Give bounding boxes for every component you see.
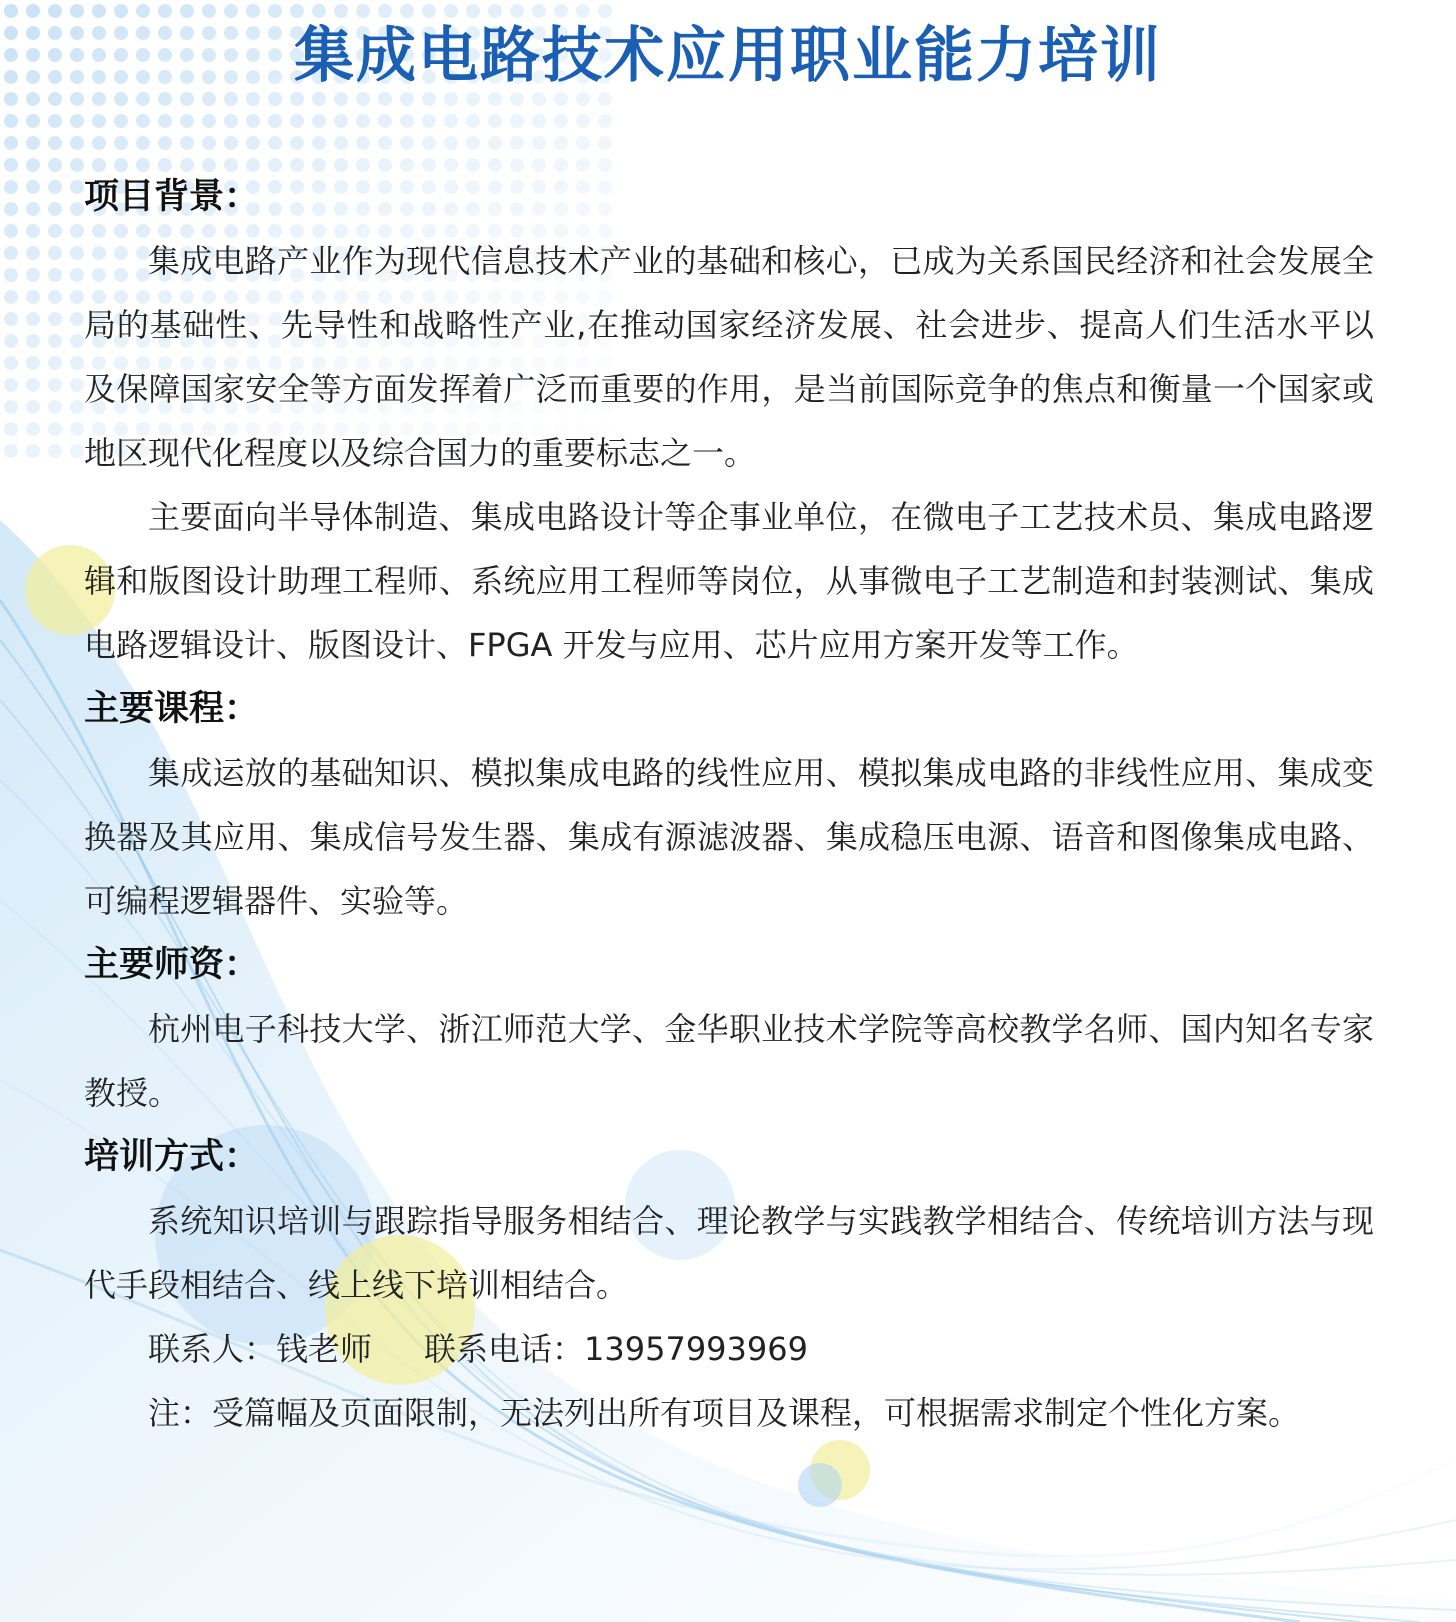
section-heading-method: 培训方式：: [84, 1137, 260, 1177]
contact-phone: 联系电话：13957993969: [424, 1330, 808, 1368]
section-courses: [84, 677, 1374, 933]
contact-person: 联系人：钱老师: [148, 1330, 373, 1368]
content: [84, 165, 1374, 1445]
courses-paragraph: 集成运放的基础知识、模拟集成电路的线性应用、模拟集成电路的非线性应用、集成变换器及其应用、集成信号发生器、集成有源滤波器、集成稳压电源、语音和图像集成电路、可编程逻辑器件、实验等。: [84, 754, 1374, 920]
contact-info: [84, 1317, 1374, 1381]
section-heading-background: 项目背景：: [84, 177, 260, 217]
faculty-paragraph: 杭州电子科技大学、浙江师范大学、金华职业技术学院等高校教学名师、国内知名专家教授。: [84, 1010, 1374, 1112]
section-background: [84, 165, 1374, 677]
page-title: 集成电路技术应用职业能力培训: [294, 21, 1162, 91]
background-paragraph-1: 集成电路产业作为现代信息技术产业的基础和核心，已成为关系国民经济和社会发展全局的基础性、先导性和战略性产业,在推动国家经济发展、社会进步、提高人们生活水平以及保障国家安全等方面发挥着广泛而重要的作用，是当前国际竞争的焦点和衡量一个国家或地区现代化程度以及综合国力的重要标志之一。: [84, 242, 1374, 472]
section-faculty: [84, 933, 1374, 1125]
section-method: [84, 1125, 1374, 1317]
section-heading-faculty: 主要师资：: [84, 945, 260, 985]
method-paragraph: 系统知识培训与跟踪指导服务相结合、理论教学与实践教学相结合、传统培训方法与现代手段相结合、线上线下培训相结合。: [84, 1202, 1374, 1304]
section-heading-courses: 主要课程：: [84, 689, 260, 729]
background-paragraph-2: 主要面向半导体制造、集成电路设计等企事业单位，在微电子工艺技术员、集成电路逻辑和版图设计助理工程师、系统应用工程师等岗位，从事微电子工艺制造和封装测试、集成电路逻辑设计、版图设计、FPGA 开发与应用、芯片应用方案开发等工作。: [84, 498, 1374, 664]
note-paragraph: 注：受篇幅及页面限制，无法列出所有项目及课程，可根据需求制定个性化方案。: [148, 1394, 1301, 1432]
